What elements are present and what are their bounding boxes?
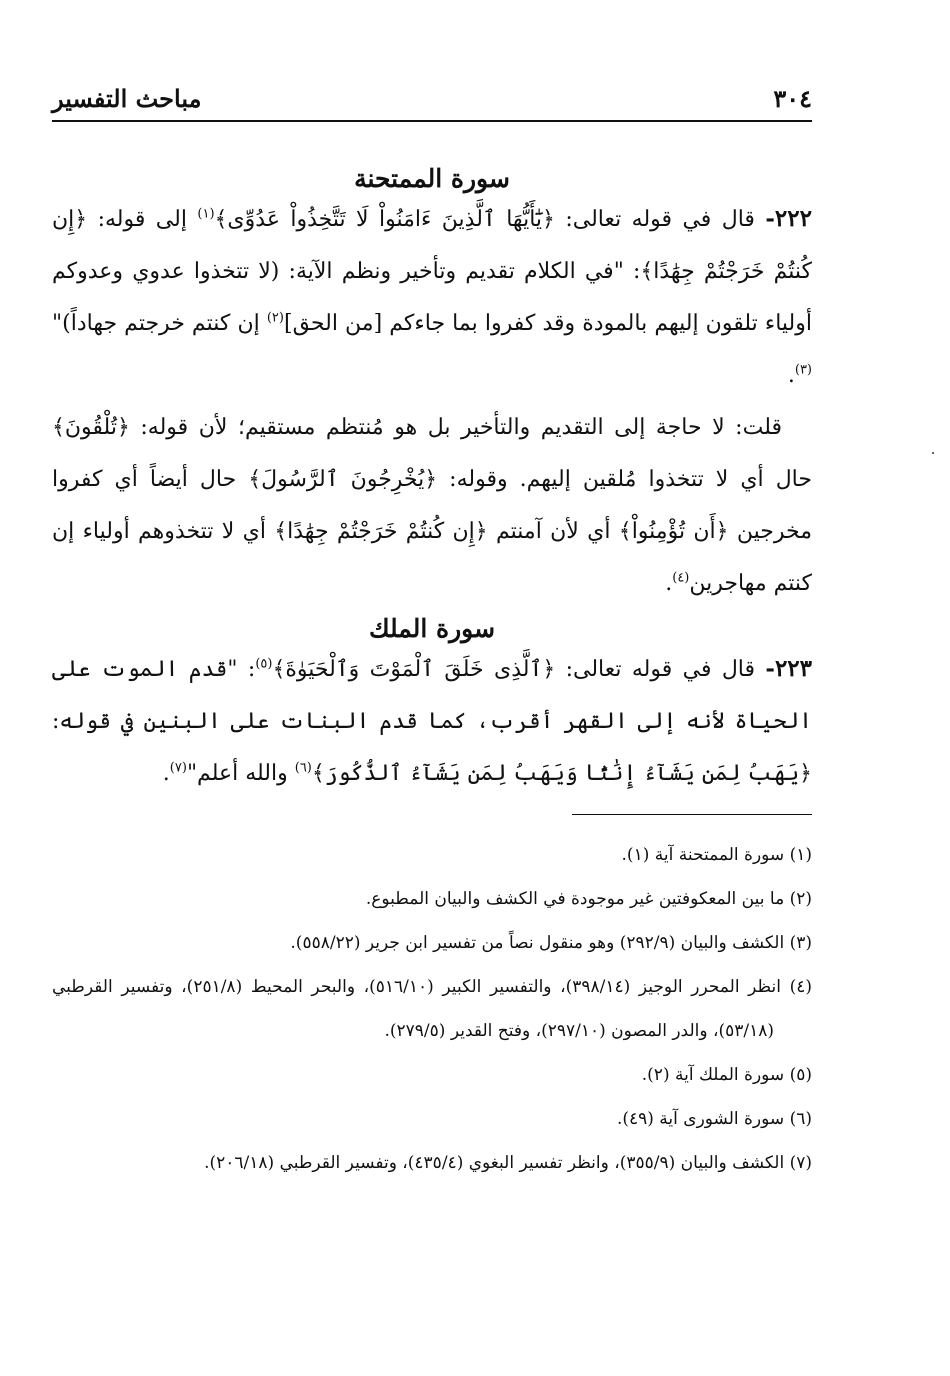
paragraph-text: قال في قوله تعالى: ﴿يَٰٓأَيُّهَا ٱلَّذِينَ ءَامَنُواْ لَا تَتَّخِذُواْ عَدُوِّى﴾ <box>214 207 766 232</box>
footnotes <box>52 833 812 1185</box>
page-number: ٣٠٤ <box>773 84 812 113</box>
footnote-ref: (٥) <box>255 656 273 672</box>
section-heading-mulk: سورة الملك <box>368 614 496 643</box>
scan-speck <box>932 452 934 454</box>
footnote-5: (٥) سورة الملك آية (٢). <box>641 1065 812 1085</box>
footnote-divider <box>572 814 812 815</box>
footnote-ref: (٣) <box>794 362 812 378</box>
paragraph-text: والله أعلم" <box>186 761 295 786</box>
footnote-7: (٧) الكشف والبيان (٣٥٥/٩)، وانظر تفسير البغوي (٤٣٥/٤)، وتفسير القرطبي (٢٠٦/١٨). <box>204 1153 812 1173</box>
footnote-ref: (٤) <box>672 570 690 586</box>
book-page <box>52 80 812 1185</box>
section-heading-mumtahanah: سورة الممتحنة <box>354 164 510 193</box>
paragraph-commentary <box>52 402 812 610</box>
footnote-3: (٣) الكشف والبيان (٢٩٢/٩) وهو منقول نصاً من تفسير ابن جرير (٥٥٨/٢٢). <box>290 933 812 953</box>
footnote-ref: (٧) <box>169 760 187 776</box>
paragraph-text: . <box>787 363 795 388</box>
paragraph-223 <box>52 643 812 800</box>
footnote-1: (١) سورة الممتحنة آية (١). <box>621 845 812 865</box>
entry-number: ٢٢٢- <box>765 205 812 232</box>
paragraph-text: قال في قوله تعالى: ﴿ٱلَّذِى خَلَقَ ٱلْمَوْتَ وَٱلْحَيَوٰةَ﴾ <box>272 657 766 682</box>
page-header <box>52 80 812 122</box>
footnote-2: (٢) ما بين المعكوفتين غير موجودة في الكشف والبيان المطبوع. <box>365 889 812 909</box>
running-title: مباحث التفسير <box>52 84 202 113</box>
paragraph-text: . <box>665 571 673 596</box>
footnote-ref: (٦) <box>294 760 312 776</box>
paragraph-text: : "قدم الموت على الحياة لأنه إلى القهر أقرب، كما قدم البنات على البنين في قوله: ﴿يَهَبُ لِمَن يَشَآءُ إِنَٰثًا وَيَهَبُ لِمَن يَشَآءُ ٱلذُّكُورَ﴾ <box>52 657 812 786</box>
footnote-4: (٤) انظر المحرر الوجيز (٣٩٨/١٤)، والتفسير الكبير (٥١٦/١٠)، والبحر المحيط (٢٥١/٨)، وتفسير القرطبي (٥٣/١٨)، والدر المصون (٢٩٧/١٠)، وفتح القدير (٢٧٩/٥). <box>52 977 812 1041</box>
paragraph-text: قلت: لا حاجة إلى التقديم والتأخير بل هو مُنتظم مستقيم؛ لأن قوله: ﴿تُلْقُونَ﴾ حال أي لا تتخذوا مُلقين إليهم. وقوله: ﴿يُخْرِجُونَ ٱلرَّسُولَ﴾ حال أيضاً أي كفروا مخرجين ﴿أَن تُؤْمِنُواْ﴾ أي لأن آمنتم ﴿إِن كُنتُمْ خَرَجْتُمْ جِهَٰدًا﴾ أي لا تتخذوهم أولياء إن كنتم مهاجرين <box>52 415 812 596</box>
footnote-ref: (١) <box>197 206 215 222</box>
footnote-6: (٦) سورة الشورى آية (٤٩). <box>616 1109 812 1129</box>
paragraph-222 <box>52 193 812 402</box>
entry-number: ٢٢٣- <box>765 655 812 682</box>
paragraph-text: إن كنتم خرجتم جهاداً)" <box>52 311 267 336</box>
footnote-ref: (٢) <box>266 310 284 326</box>
paragraph-text: إلى قوله: ﴿إِن كُنتُمْ خَرَجْتُمْ جِهَٰدًا﴾: "في الكلام تقديم وتأخير ونظم الآية: (لا تتخذوا عدوي وعدوكم أولياء تلقون إليهم بالمودة وقد كفروا بما جاءكم [من الحق] <box>52 207 812 336</box>
paragraph-text: . <box>162 761 170 786</box>
